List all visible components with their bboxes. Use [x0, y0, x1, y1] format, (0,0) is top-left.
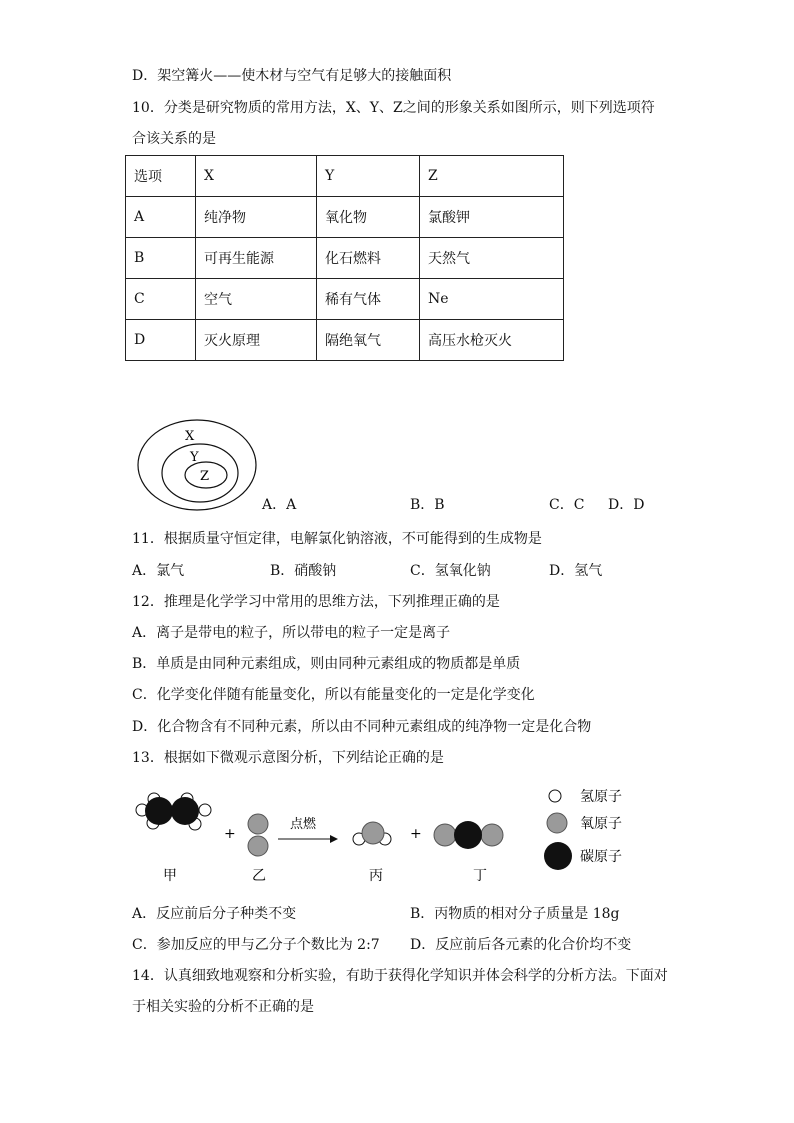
question-10-stem: 10．分类是研究物质的常用方法，X、Y、Z之间的形象关系如图所示，则下列选项符 — [132, 100, 655, 116]
molecule-label: 丙 — [369, 868, 383, 884]
molecule-jia — [136, 793, 211, 830]
molecule-ding — [434, 821, 503, 849]
legend-carbon-label: 碳原子 — [580, 849, 622, 865]
q11-option-b[interactable]: B．硝酸钠 — [270, 563, 337, 579]
table-row — [126, 238, 564, 279]
legend-oxygen-label: 氧原子 — [580, 816, 622, 832]
question-11-stem: 11．根据质量守恒定律，电解氯化钠溶液，不可能得到的生成物是 — [132, 531, 542, 547]
q13-option-c[interactable]: C．参加反应的甲与乙分子个数比为 2:7 — [132, 937, 380, 953]
table-header-cell: Z — [420, 156, 564, 197]
molecule-label: 丁 — [473, 868, 487, 884]
venn-x-label: X — [185, 429, 195, 444]
venn-y-label: Y — [190, 450, 199, 465]
table-header-cell: 选项 — [126, 156, 196, 197]
reaction-diagram — [128, 782, 640, 888]
legend-hydrogen-label: 氢原子 — [580, 789, 622, 805]
plus-sign: + — [410, 826, 422, 842]
table-cell: B — [126, 238, 196, 279]
table-cell: 空气 — [196, 279, 317, 320]
option-9-d: D．架空篝火——使木材与空气有足够大的接触面积 — [132, 68, 452, 84]
venn-x-ellipse — [138, 420, 256, 510]
carbon-atom — [171, 797, 199, 825]
table-cell: Ne — [420, 279, 564, 320]
oxygen-atom — [481, 824, 503, 846]
question-14-stem-cont: 于相关实验的分析不正确的是 — [132, 999, 314, 1015]
table-header-row — [126, 156, 564, 197]
plus-sign: + — [224, 826, 236, 842]
table-cell: 纯净物 — [196, 197, 317, 238]
question-13-stem: 13．根据如下微观示意图分析，下列结论正确的是 — [132, 750, 444, 766]
table-cell: 化石燃料 — [317, 238, 420, 279]
q13-option-b[interactable]: B．丙物质的相对分子质量是 18g — [410, 906, 620, 922]
table-cell: C — [126, 279, 196, 320]
q11-option-c[interactable]: C．氢氧化钠 — [410, 563, 491, 579]
molecule-label: 乙 — [252, 868, 266, 884]
molecule-bing — [353, 822, 391, 845]
venn-diagram — [136, 418, 258, 512]
table-cell: 氧化物 — [317, 197, 420, 238]
question-10-stem-cont: 合该关系的是 — [132, 131, 216, 147]
oxygen-atom — [362, 822, 384, 844]
table-row — [126, 320, 564, 361]
carbon-atom — [145, 797, 173, 825]
table-cell: 氯酸钾 — [420, 197, 564, 238]
carbon-atom — [454, 821, 482, 849]
question-14-stem: 14．认真细致地观察和分析实验，有助于获得化学知识并体会科学的分析方法。下面对 — [132, 968, 668, 984]
table-cell: 可再生能源 — [196, 238, 317, 279]
molecule-yi — [248, 814, 268, 856]
table-cell: 灭火原理 — [196, 320, 317, 361]
table-row — [126, 279, 564, 320]
q11-option-a[interactable]: A．氯气 — [132, 563, 185, 579]
question-12-stem: 12．推理是化学学习中常用的思维方法，下列推理正确的是 — [132, 594, 500, 610]
q12-option-d[interactable]: D．化合物含有不同种元素，所以由不同种元素组成的纯净物一定是化合物 — [132, 719, 592, 735]
oxygen-atom — [248, 814, 268, 834]
table-row — [126, 197, 564, 238]
q12-option-a[interactable]: A．离子是带电的粒子，所以带电的粒子一定是离子 — [132, 625, 451, 641]
q12-option-c[interactable]: C．化学变化伴随有能量变化，所以有能量变化的一定是化学变化 — [132, 687, 535, 703]
arrow-head — [330, 835, 338, 843]
q12-option-b[interactable]: B．单质是由同种元素组成，则由同种元素组成的物质都是单质 — [132, 656, 521, 672]
venn-z-label: Z — [200, 469, 210, 484]
legend-oxygen-symbol — [547, 813, 567, 833]
table-cell: 高压水枪灭火 — [420, 320, 564, 361]
table-header-cell: Y — [317, 156, 420, 197]
table-header-cell: X — [196, 156, 317, 197]
table-cell: D — [126, 320, 196, 361]
arrow-condition-label: 点燃 — [290, 817, 317, 832]
hydrogen-atom — [199, 804, 211, 816]
table-cell: 隔绝氧气 — [317, 320, 420, 361]
q10-option-d[interactable]: D．D — [608, 497, 645, 513]
oxygen-atom — [434, 824, 456, 846]
q13-option-d[interactable]: D．反应前后各元素的化合价均不变 — [410, 937, 632, 953]
oxygen-atom — [248, 836, 268, 856]
q10-option-c[interactable]: C．C — [549, 497, 585, 513]
q10-option-b[interactable]: B．B — [410, 497, 445, 513]
legend-carbon-symbol — [544, 842, 572, 870]
table-cell: A — [126, 197, 196, 238]
table-cell: 天然气 — [420, 238, 564, 279]
q13-option-a[interactable]: A．反应前后分子种类不变 — [132, 906, 297, 922]
q11-option-d[interactable]: D．氢气 — [549, 563, 603, 579]
legend-hydrogen-symbol — [549, 790, 561, 802]
table-cell: 稀有气体 — [317, 279, 420, 320]
molecule-label: 甲 — [163, 868, 177, 884]
q10-option-a[interactable]: A．A — [262, 497, 297, 513]
classification-table — [125, 155, 564, 361]
